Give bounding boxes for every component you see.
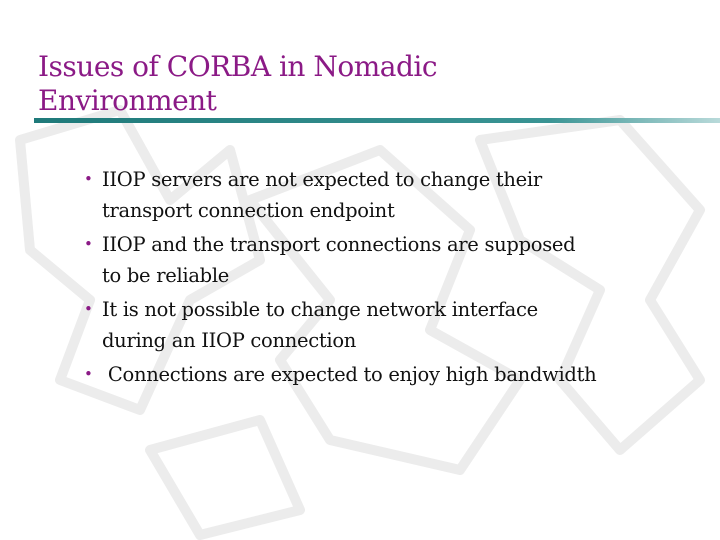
slide-title	[38, 50, 678, 118]
bullet-item	[84, 229, 684, 291]
bullet-text	[102, 164, 684, 226]
title-underline-rule	[34, 118, 720, 123]
bullet-item	[84, 359, 684, 390]
bullet-item	[84, 164, 684, 226]
bullet-dot: •	[84, 235, 93, 253]
bullet-text-line: IIOP and the transport connections are supposed	[102, 233, 576, 256]
bullet-dot: •	[84, 365, 93, 383]
slide-title-line-1: Issues of CORBA in Nomadic	[38, 50, 438, 83]
slide-title-line-2: Environment	[38, 84, 217, 117]
bullet-item	[84, 294, 684, 356]
bullet-text-line: IIOP servers are not expected to change their	[102, 168, 542, 191]
watermark-shape-bottom	[150, 420, 300, 535]
bullet-list	[84, 164, 684, 393]
bullet-text-line: during an IIOP connection	[102, 329, 357, 352]
bullet-text-line: It is not possible to change network interface	[102, 298, 538, 321]
bullet-text	[102, 359, 684, 390]
bullet-dot: •	[84, 170, 93, 188]
bullet-text-line: to be reliable	[102, 264, 230, 287]
bullet-dot: •	[84, 300, 93, 318]
bullet-text-line: transport connection endpoint	[102, 199, 395, 222]
bullet-text	[102, 229, 684, 291]
bullet-text	[102, 294, 684, 356]
bullet-text-line: Connections are expected to enjoy high bandwidth	[102, 363, 597, 386]
